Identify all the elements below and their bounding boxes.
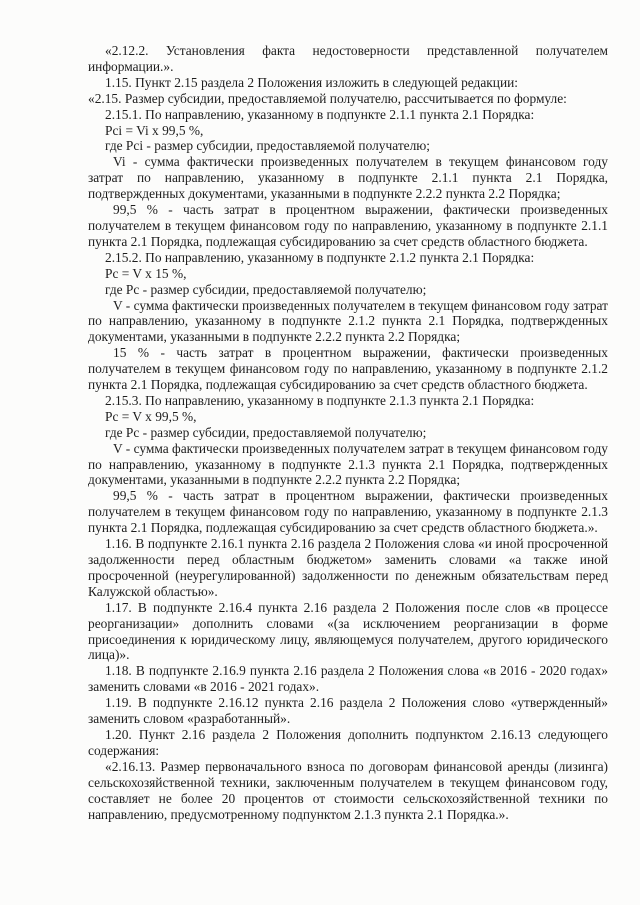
definition-99-5-percent-first: 99,5 % - часть затрат в процентном выражении, фактически произведенных получателем в текущем финансовом году по направлению, указанному в подпункте 2.1.1 пункта 2.1 Порядка, подлежащая субсидированию за счет средств областного бюджета. — [88, 202, 608, 249]
paragraph-1-20: 1.20. Пункт 2.16 раздела 2 Положения дополнить подпунктом 2.16.13 следующего содержания: — [88, 726, 608, 758]
definition-v-first: V - сумма фактически произведенных получателем в текущем финансовом году затрат по направлению, указанному в подпункте 2.1.2 пункта 2.1 Порядка, подтвержденных документами, указанными в подпункте 2.2.2 пункта 2.2 Порядка; — [88, 297, 608, 345]
definition-pci: где Pci - размер субсидии, предоставляемой получателю; — [105, 138, 431, 154]
paragraph-1-17: 1.17. В подпункте 2.16.4 пункта 2.16 раздела 2 Положения после слов «в процессе реорганизации» дополнить словами «(за исключением реорганизации в форме присоединения к юридическому лицу, являющемуся получателем, другого юридического лица)». — [88, 599, 608, 663]
paragraph-1-15: 1.15. Пункт 2.15 раздела 2 Положения изложить в следующей редакции: — [105, 74, 519, 90]
definition-v-second: V - сумма фактически произведенных получателем затрат в текущем финансовом году по направлению, указанному в подпункте 2.1.3 пункта 2.1 Порядка, подтвержденных документами, указанными в подпункте 2.2.2 пункта 2.2 Порядка; — [88, 440, 608, 488]
paragraph-2-15: «2.15. Размер субсидии, предоставляемой получателю, рассчитывается по формуле: — [88, 90, 567, 106]
definition-vi: Vi - сумма фактически произведенных получателем в текущем финансовом году затрат по направлению, указанному в подпункте 2.1.1 пункта 2.1 Порядка, подтвержденных документами, указанными в подпункте 2.2.2 пункта 2.2 Порядка; — [88, 154, 608, 202]
paragraph-1-18: 1.18. В подпункте 2.16.9 пункта 2.16 раздела 2 Положения слова «в 2016 - 2020 годах» заменить словами «в 2016 - 2021 годах». — [88, 663, 608, 695]
definition-99-5-percent-second: 99,5 % - часть затрат в процентном выражении, фактически произведенных получателем в текущем финансовом году по направлению, указанному в подпункте 2.1.3 пункта 2.1 Порядка, подлежащая субсидированию за счет средств областного бюджета.». — [88, 488, 608, 536]
formula-pc-99-5: Pc = V x 99,5 %, — [105, 408, 197, 424]
paragraph-2-15-3: 2.15.3. По направлению, указанному в подпункте 2.1.3 пункта 2.1 Порядка: — [105, 392, 535, 408]
definition-15-percent: 15 % - часть затрат в процентном выражении, фактически произведенных получателем в текущем финансовом году по направлению, указанному в подпункте 2.1.2 пункта 2.1 Порядка, подлежащая субсидированию за счет средств областного бюджета. — [88, 345, 608, 393]
paragraph-2-12-2: «2.12.2. Установления факта недостоверности представленной получателем информации.». — [88, 43, 608, 74]
document-body — [88, 43, 608, 822]
definition-pc-second: где Pc - размер субсидии, предоставляемой получателю; — [105, 424, 427, 440]
paragraph-2-15-1: 2.15.1. По направлению, указанному в подпункте 2.1.1 пункта 2.1 Порядка: — [105, 106, 535, 122]
paragraph-2-16-13: «2.16.13. Размер первоначального взноса по договорам финансовой аренды (лизинга) сельскохозяйственной техники, заключенным получателем в текущем финансовом году, составляет не более 20 процентов от стоимости сельскохозяйственной техники по направлению, предусмотренному подпунктом 2.1.3 пункта 2.1 Порядка.». — [88, 758, 608, 822]
paragraph-2-15-2: 2.15.2. По направлению, указанному в подпункте 2.1.2 пункта 2.1 Порядка: — [105, 249, 535, 265]
formula-pci: Pci = Vi x 99,5 %, — [105, 122, 204, 138]
paragraph-1-16: 1.16. В подпункте 2.16.1 пункта 2.16 раздела 2 Положения слова «и иной просроченной задолженности перед областным бюджетом» заменить словами «а также иной просроченной (неурегулированной) задолженности по денежным обязательствам перед Калужской областью». — [88, 536, 608, 599]
definition-pc-first: где Pc - размер субсидии, предоставляемой получателю; — [105, 281, 427, 297]
paragraph-1-19: 1.19. В подпункте 2.16.12 пункта 2.16 раздела 2 Положения слово «утвержденный» заменить словом «разработанный». — [88, 695, 608, 727]
formula-pc-15: Pc = V x 15 %, — [105, 265, 187, 281]
